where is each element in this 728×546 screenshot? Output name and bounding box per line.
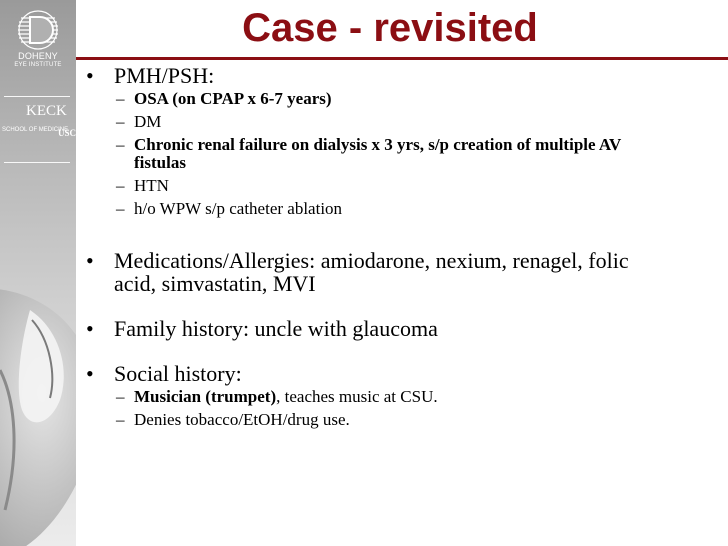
social-subitems	[86, 388, 716, 429]
usc-label: USC	[58, 128, 76, 138]
doheny-subtitle: EYE INSTITUTE	[14, 62, 62, 68]
bullet-text: PMH/PSH:	[114, 63, 215, 88]
doheny-logo	[8, 8, 68, 69]
item-text: h/o WPW s/p catheter ablation	[134, 199, 343, 218]
eye-anatomy-image	[0, 250, 76, 546]
sidebar-divider	[4, 96, 70, 97]
item-bold-text: OSA (on CPAP x 6-7 years)	[134, 89, 332, 108]
keck-subtitle: SCHOOL OF MEDICINE	[2, 127, 69, 133]
bullet-medications	[86, 249, 716, 295]
pmh-subitems	[86, 90, 716, 218]
item-text: Denies tobacco/EtOH/drug use.	[134, 410, 350, 429]
title-underline	[76, 57, 728, 60]
dash-symbol: –	[116, 176, 125, 195]
bullet-pmh	[86, 64, 716, 87]
dash-symbol: –	[116, 387, 125, 406]
list-item	[86, 113, 716, 131]
list-item	[86, 90, 716, 108]
item-text: , teaches music at CSU.	[276, 387, 438, 406]
bullet-dot: •	[86, 63, 94, 88]
dash-symbol: –	[116, 112, 125, 131]
bullet-family-history	[86, 317, 716, 340]
item-bold-text: Musician (trumpet)	[134, 387, 277, 406]
sidebar-divider	[4, 162, 70, 163]
bullet-dot: •	[86, 361, 94, 386]
item-text: DM	[134, 112, 162, 131]
dash-symbol: –	[116, 199, 125, 218]
list-item	[86, 136, 716, 172]
list-item	[86, 388, 716, 406]
bullet-dot: •	[86, 316, 94, 341]
spacer	[86, 340, 716, 362]
list-item	[86, 177, 716, 195]
bullet-social-history	[86, 362, 716, 385]
bullet-text: Social history:	[114, 361, 242, 386]
list-item	[86, 411, 716, 429]
doheny-name: DOHENY	[18, 51, 58, 61]
spacer	[86, 295, 716, 317]
spacer	[86, 223, 716, 249]
bullet-text: Family history: uncle with glaucoma	[114, 316, 438, 341]
list-item	[86, 200, 716, 218]
slide-content	[86, 64, 716, 434]
item-bold-text: Chronic renal failure on dialysis x 3 yrs, s/p creation of multiple AV fistulas	[134, 135, 621, 172]
doheny-mark-icon	[16, 8, 60, 52]
item-text: HTN	[134, 176, 169, 195]
keck-name: KECK	[26, 103, 67, 119]
dash-symbol: –	[116, 135, 125, 154]
sidebar	[0, 0, 76, 546]
bullet-text: Medications/Allergies: amiodarone, nexium, renagel, folic acid, simvastatin, MVI	[114, 248, 629, 296]
dash-symbol: –	[116, 410, 125, 429]
dash-symbol: –	[116, 89, 125, 108]
bullet-dot: •	[86, 248, 94, 273]
slide-title: Case - revisited	[242, 6, 538, 50]
